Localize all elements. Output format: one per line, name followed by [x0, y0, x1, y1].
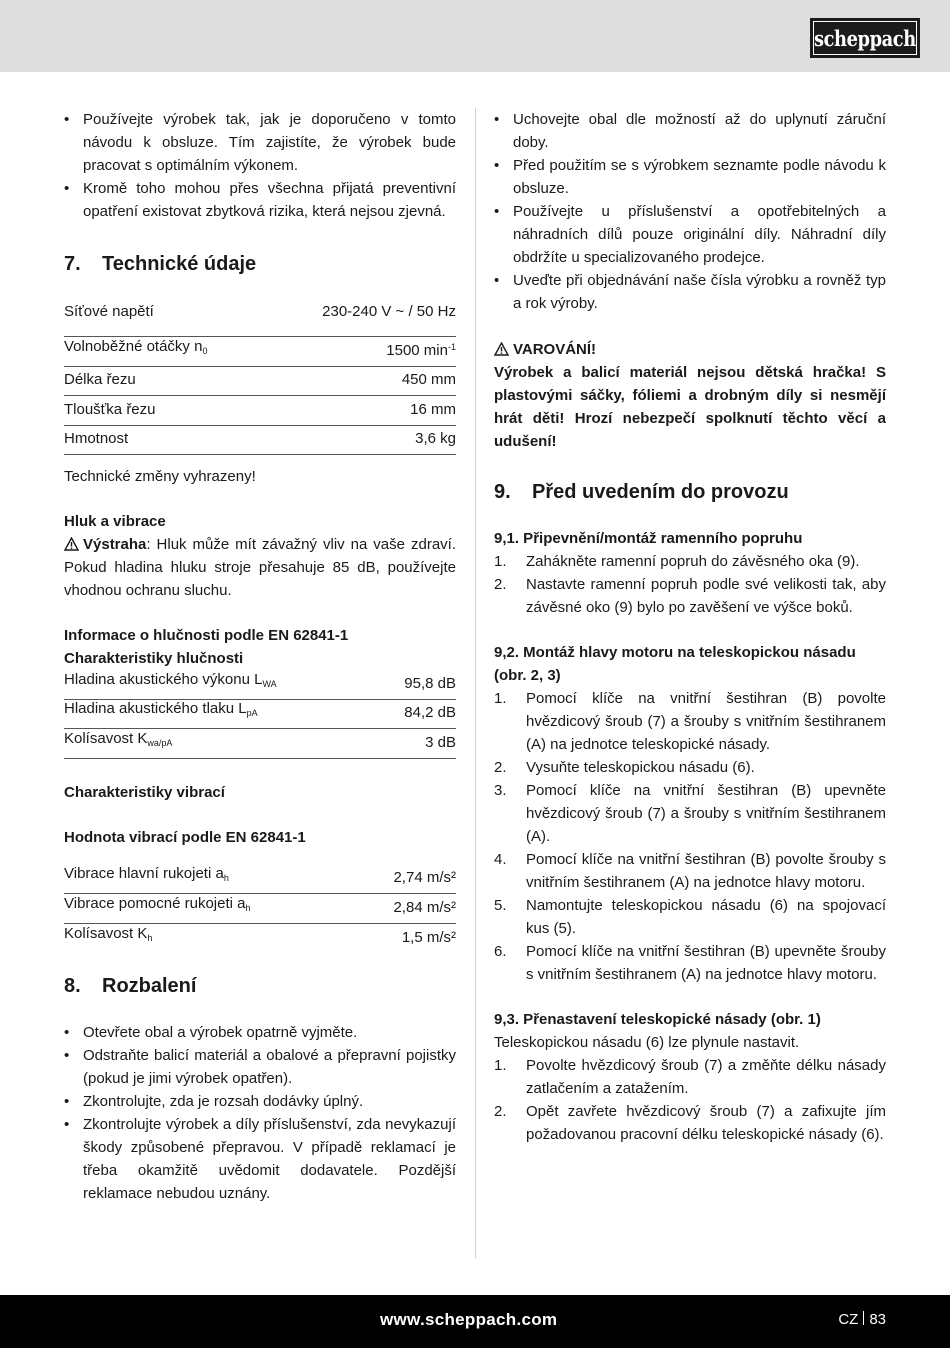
spec-label: Hmotnost: [64, 430, 129, 447]
step-number: 2.: [494, 759, 507, 776]
spec-table: [64, 301, 456, 455]
section-9-heading: [494, 479, 886, 505]
step-number: 2.: [494, 576, 507, 593]
subscript: 0: [202, 345, 208, 356]
subscript: h: [223, 873, 229, 883]
list-item: • Zkontrolujte výrobek a díly příslušenství, zda nevykazují škody způsobené přepravou. V případě reklamací je třeba okamžitě uvědomit dodavatele. Pozdější reklamace nebudou uznány.: [64, 1113, 456, 1205]
step-number: 1.: [494, 1057, 507, 1074]
list-item: [494, 573, 886, 619]
vibration-char-heading: Charakteristiky vibrací: [64, 783, 225, 801]
section-title: Rozbalení: [102, 975, 197, 997]
brand-logo-text: scheppach: [814, 25, 916, 51]
warning-title: [494, 338, 886, 361]
section-number: 8.: [64, 975, 81, 997]
right-column: [494, 108, 886, 1146]
step-number: 5.: [494, 897, 507, 914]
list-item: • Uchovejte obal dle možností až do uplynutí záruční doby.: [494, 108, 886, 154]
vibration-table: [64, 865, 456, 954]
table-row: [64, 301, 456, 327]
step-text: Zahákněte ramenní popruh do závěsného oka (9).: [526, 553, 860, 570]
steps-9-3: [494, 1054, 886, 1146]
step-text: Namontujte teleskopickou násadu (6) na spojovací kus (5).: [526, 897, 886, 937]
table-row: [64, 396, 456, 426]
table-row: [64, 426, 456, 456]
spec-value: 450 mm: [401, 371, 456, 388]
table-row: [64, 670, 456, 700]
warning-text: Výrobek a balicí materiál nejsou dětská hračka! S plastovými sáčky, fóliemi a drobným díly si nesmějí hrát děti! Hrozí nebezpečí spolknutí těchto věcí a udušení!: [494, 364, 886, 450]
table-row: [64, 367, 456, 397]
warning-label: Výstraha: [83, 536, 147, 553]
page-indicator: [838, 1311, 886, 1328]
list-item: [494, 756, 886, 779]
vibration-value-heading: Hodnota vibrací podle EN 62841-1: [64, 828, 306, 846]
list-item: [494, 687, 886, 756]
table-row: [64, 729, 456, 759]
list-item: [494, 1054, 886, 1100]
warning-icon: [494, 342, 509, 356]
row-value: 2,84 m/s²: [393, 898, 456, 916]
row-value: 1,5 m/s²: [401, 929, 456, 946]
subscript: pA: [246, 708, 258, 718]
section-8-heading: [64, 973, 456, 999]
step-text: Pomocí klíče na vnitřní šestihran (B) povolte hvězdicový šroub (7) a šrouby s vnitřním šestihranem (A) na jednotce teleskopické násady.: [526, 690, 886, 753]
row-value: 84,2 dB: [404, 704, 456, 721]
spec-label: Tloušťka řezu: [64, 400, 156, 418]
spec-label: Délka řezu: [64, 371, 136, 388]
step-number: 1.: [494, 690, 507, 707]
page-separator: [863, 1311, 864, 1325]
subscript: h: [245, 902, 251, 913]
noise-info-heading: Informace o hlučnosti podle EN 62841-1: [64, 627, 349, 644]
list-item: • Kromě toho mohou přes všechna přijatá preventivní opatření existovat zbytková rizika, která nejsou zjevná.: [64, 177, 456, 223]
noise-heading: Hluk a vibrace: [64, 513, 166, 530]
warning-title-text: VAROVÁNÍ!: [513, 341, 597, 358]
spec-label: Síťové napětí: [64, 303, 154, 320]
step-number: 1.: [494, 553, 507, 570]
steps-9-1: [494, 550, 886, 619]
subsection-9-1-title: 9,1. Připevnění/montáž ramenního popruhu: [494, 530, 803, 547]
subsection-9-3-title: 9,3. Přenastavení teleskopické násady (obr. 1): [494, 1011, 821, 1028]
warning-text: : Hluk může mít závažný vliv na vaše zdraví. Pokud hladina hluku stroje přesahuje 85 dB, používejte vhodnou ochranu sluchu.: [64, 536, 456, 599]
list-item: • Odstraňte balicí materiál a obalové a přepravní pojistky (pokud je jimi výrobek opatřen).: [64, 1044, 456, 1090]
section-number: 7.: [64, 253, 81, 275]
spec-value: 16 mm: [410, 400, 456, 418]
noise-char-heading: Charakteristiky hlučnosti: [64, 650, 244, 667]
row-value: 2,74 m/s²: [393, 869, 456, 886]
subscript: h: [147, 933, 153, 943]
list-item: • Používejte výrobek tak, jak je doporučeno v tomto návodu k obsluze. Tím zajistíte, že výrobek bude pracovat s optimálním výkonem.: [64, 108, 456, 177]
spec-value: 1500 min: [386, 341, 448, 359]
noise-table: [64, 670, 456, 759]
row-label: Kolísavost K: [64, 729, 148, 747]
list-item: [494, 940, 886, 986]
tech-changes-note: Technické změny vyhrazeny!: [64, 468, 256, 485]
header-bar: [0, 0, 950, 72]
step-text: Nastavte ramenní popruh podle své velikosti tak, aby závěsné oko (9) bylo po zavěšení ve výšce boků.: [526, 576, 886, 616]
storage-bullet-list: [494, 108, 886, 315]
step-number: 2.: [494, 1103, 507, 1120]
list-item: [494, 779, 886, 848]
step-text: Vysuňte teleskopickou násadu (6).: [526, 759, 755, 776]
step-text: Pomocí klíče na vnitřní šestihran (B) povolte šrouby s vnitřním šestihranem (A) na jednotce hlavy motoru.: [526, 851, 886, 891]
section-title: Technické údaje: [102, 253, 257, 275]
row-value: 3 dB: [425, 733, 456, 751]
list-item: • Před použitím se s výrobkem seznamte podle návodu k obsluze.: [494, 154, 886, 200]
table-row: [64, 924, 456, 954]
left-column: [64, 108, 456, 1205]
step-number: 6.: [494, 943, 507, 960]
row-label: Vibrace pomocné rukojeti a: [64, 894, 246, 912]
list-item: • Používejte u příslušenství a opotřebitelných a náhradních dílů pouze originální díly. Náhradní díly obdržíte u specializovaného prodejce.: [494, 200, 886, 269]
list-item: [494, 894, 886, 940]
step-text: Pomocí klíče na vnitřní šestihran (B) upevněte šrouby s vnitřním šestihranem (A) na jednotce hlavy motoru.: [526, 943, 886, 983]
row-label: Kolísavost K: [64, 925, 148, 942]
subsection-9-2-title: 9,2. Montáž hlavy motoru na teleskopickou násadu: [494, 644, 856, 661]
section-title: Před uvedením do provozu: [532, 481, 789, 503]
list-item: [494, 1100, 886, 1146]
page-number: 83: [869, 1311, 886, 1328]
step-text: Opět zavřete hvězdicový šroub (7) a zafixujte jím požadovanou pracovní délku teleskopické násady (6).: [526, 1103, 886, 1143]
step-text: Povolte hvězdicový šroub (7) a změňte délku násady zatlačením a zatažením.: [526, 1057, 886, 1097]
superscript: -1: [447, 341, 456, 352]
list-item: • Uveďte při objednávání naše čísla výrobku a rovněž typ a rok výroby.: [494, 269, 886, 315]
warning-icon: [64, 537, 79, 551]
list-item: [494, 550, 886, 573]
row-label: Hladina akustického výkonu L: [64, 670, 263, 688]
list-item: [494, 848, 886, 894]
section-7-heading: [64, 251, 456, 277]
intro-bullet-list: [64, 108, 456, 223]
table-row: [64, 865, 456, 895]
subscript: wa/pA: [147, 737, 173, 748]
spec-value: 230-240 V ~ / 50 Hz: [322, 303, 456, 320]
step-number: 4.: [494, 851, 507, 868]
step-number: 3.: [494, 782, 507, 799]
steps-9-2: [494, 687, 886, 986]
step-text: Pomocí klíče na vnitřní šestihran (B) upevněte hvězdicový šroub (7) a šrouby s vnitřním šestihranem (A).: [526, 782, 886, 845]
spec-label: Volnoběžné otáčky n: [64, 337, 203, 355]
table-row: [64, 337, 456, 367]
subsection-9-3-intro: Teleskopickou násadu (6) lze plynule nastavit.: [494, 1034, 800, 1051]
footer-bar: [0, 1295, 950, 1348]
row-label: Vibrace hlavní rukojeti a: [64, 865, 224, 882]
section-number: 9.: [494, 481, 511, 503]
spec-value: 3,6 kg: [415, 430, 456, 447]
unpack-bullet-list: [64, 1021, 456, 1205]
subsection-9-2-title-figure: (obr. 2, 3): [494, 667, 561, 684]
row-value: 95,8 dB: [404, 674, 456, 692]
column-divider: [475, 108, 476, 1258]
subscript: WA: [262, 678, 277, 689]
table-row: [64, 700, 456, 730]
brand-logo: [810, 18, 920, 58]
footer-url[interactable]: www.scheppach.com: [380, 1310, 558, 1329]
table-row: [64, 894, 456, 924]
list-item: • Zkontrolujte, zda je rozsah dodávky úplný.: [64, 1090, 456, 1113]
language-code: CZ: [838, 1311, 859, 1328]
noise-warning: [64, 533, 456, 602]
row-label: Hladina akustického tlaku L: [64, 700, 247, 717]
list-item: • Otevřete obal a výrobek opatrně vyjměte.: [64, 1021, 456, 1044]
